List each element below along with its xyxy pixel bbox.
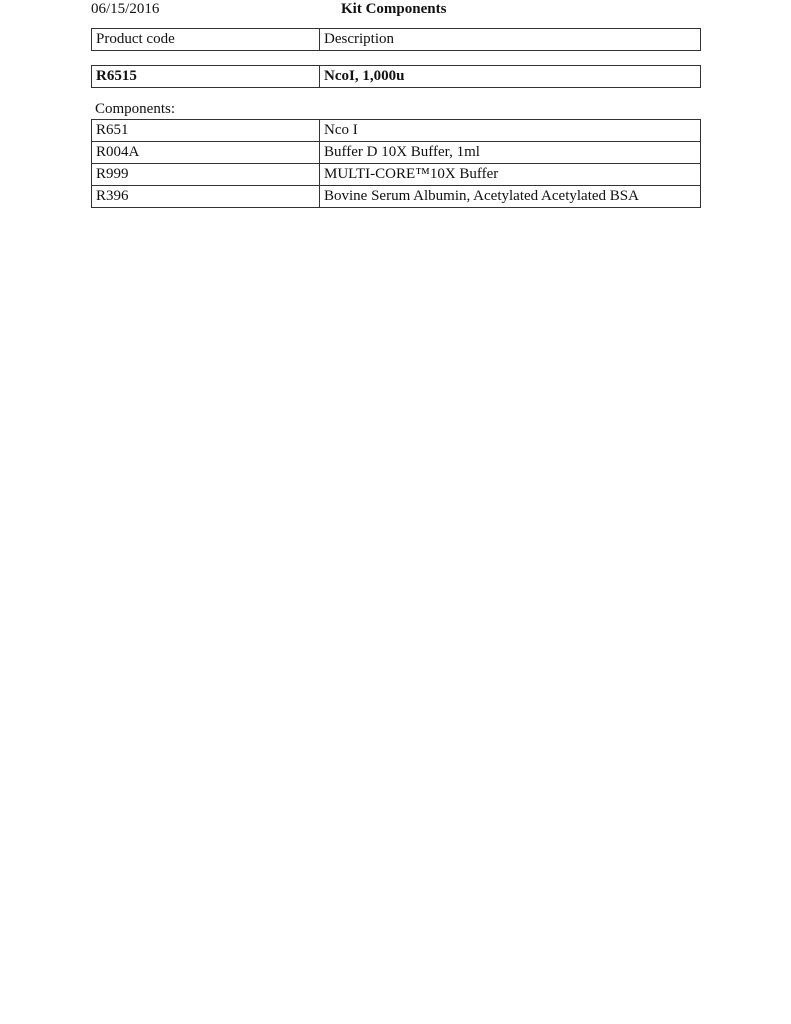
- table-row: [92, 142, 701, 164]
- component-description: Buffer D 10X Buffer, 1ml: [320, 142, 701, 164]
- components-label: Components:: [95, 101, 176, 117]
- kit-description: NcoI, 1,000u: [320, 66, 701, 88]
- table-row: [92, 120, 701, 142]
- component-code: R651: [92, 120, 320, 142]
- component-description: Nco I: [320, 120, 701, 142]
- page-date: 06/15/2016: [91, 1, 160, 17]
- component-description: MULTI-CORE™10X Buffer: [320, 164, 701, 186]
- components-table: [91, 119, 701, 208]
- page-title: Kit Components: [341, 1, 447, 17]
- component-code: R004A: [92, 142, 320, 164]
- component-code: R396: [92, 186, 320, 208]
- component-description: Bovine Serum Albumin, Acetylated Acetylated BSA: [320, 186, 701, 208]
- column-header-row: [92, 29, 701, 51]
- column-header-product-code: Product code: [92, 29, 320, 51]
- column-header-description: Description: [320, 29, 701, 51]
- column-header-table: [91, 28, 701, 51]
- kit-row: [92, 66, 701, 88]
- component-code: R999: [92, 164, 320, 186]
- table-row: [92, 186, 701, 208]
- table-row: [92, 164, 701, 186]
- kit-table: [91, 65, 701, 88]
- kit-code: R6515: [92, 66, 320, 88]
